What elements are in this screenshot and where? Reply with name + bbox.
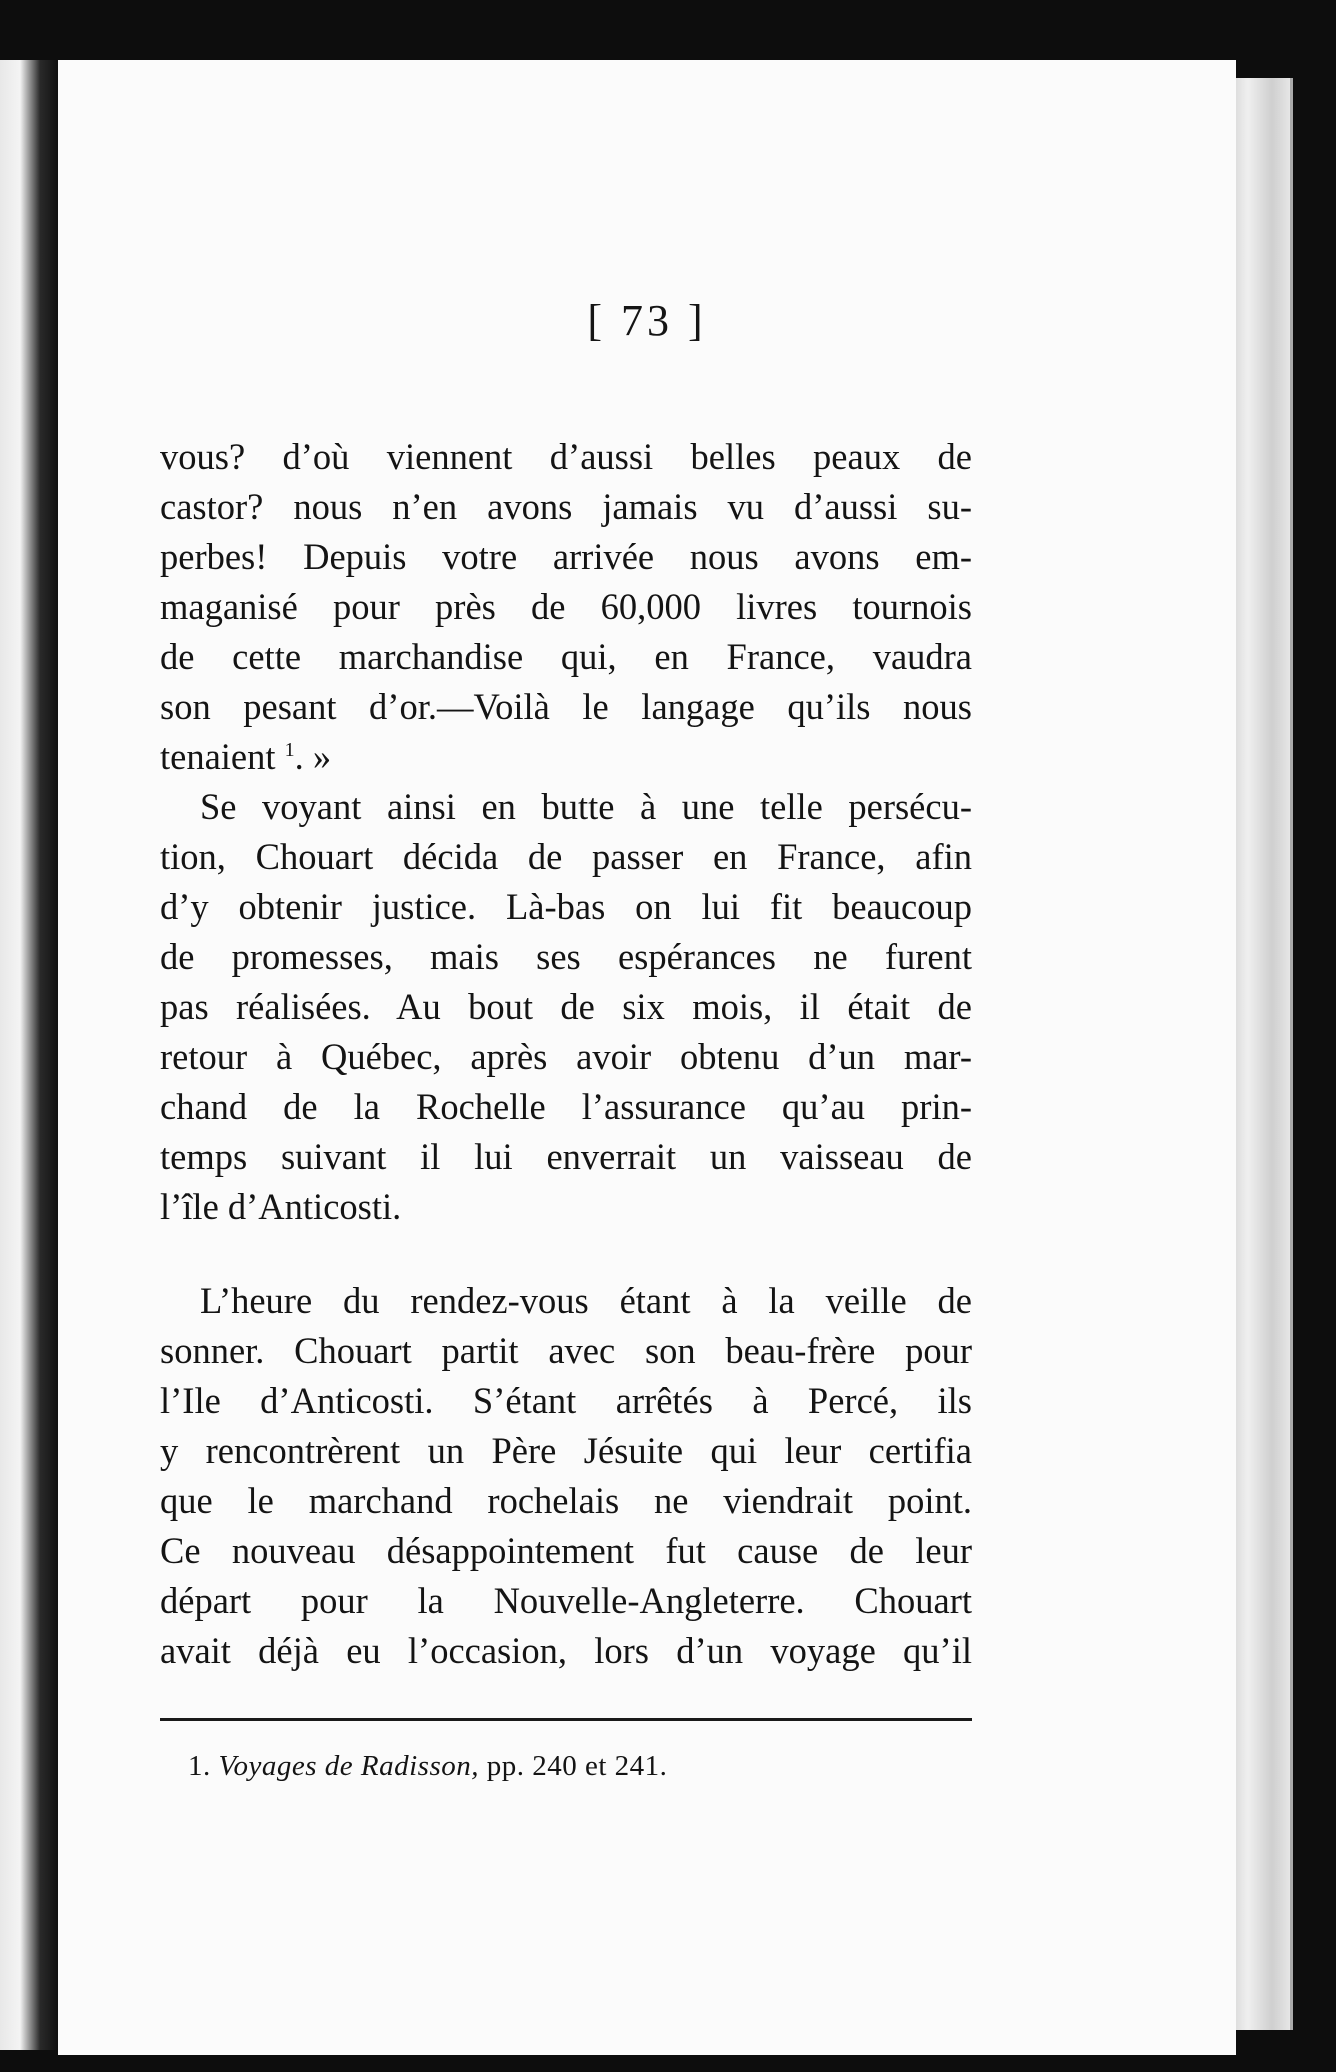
footnote-reference: 1 <box>284 738 295 761</box>
paragraph-3 <box>160 1276 972 1676</box>
text-line: vous? d’où viennent d’aussi belles peaux de <box>160 436 972 477</box>
text-fragment: tenaient <box>160 736 276 777</box>
text-line: retour à Québec, après avoir obtenu d’un mar- <box>160 1036 972 1077</box>
text-line: tion, Chouart décida de passer en France, afin <box>160 836 972 877</box>
text-line: son pesant d’or.—Voilà le langage qu’ils nous <box>160 686 972 727</box>
text-line: y rencontrèrent un Père Jésuite qui leur certifia <box>160 1430 972 1471</box>
text-line: de promesses, mais ses espérances ne furent <box>160 936 972 977</box>
text-line: l’Ile d’Anticosti. S’étant arrêtés à Percé, ils <box>160 1380 972 1421</box>
text-line: perbes! Depuis votre arrivée nous avons em- <box>160 536 972 577</box>
text-line: castor? nous n’en avons jamais vu d’aussi su- <box>160 486 972 527</box>
footnote-title: Voyages de Radisson, <box>218 1750 479 1782</box>
text-line: sonner. Chouart partit avec son beau-frère pour <box>160 1330 972 1371</box>
text-line: temps suivant il lui enverrait un vaisseau de <box>160 1136 972 1177</box>
book-spine-edge <box>0 60 58 2050</box>
text-line <box>160 732 972 782</box>
paragraph-2 <box>160 782 972 1232</box>
text-line: maganisé pour près de 60,000 livres tournois <box>160 586 972 627</box>
text-line: départ pour la Nouvelle-Angleterre. Chouart <box>160 1580 972 1621</box>
text-line: l’île d’Anticosti. <box>160 1186 402 1227</box>
page-number: [ 73 ] <box>587 296 707 345</box>
text-line: que le marchand rochelais ne viendrait point. <box>160 1480 972 1521</box>
text-line: L’heure du rendez-vous étant à la veille de <box>200 1280 972 1321</box>
text-line: avait déjà eu l’occasion, lors d’un voyage qu’il <box>160 1630 972 1671</box>
footnote-pages: pp. 240 et 241. <box>486 1750 668 1782</box>
text-line: Ce nouveau désappointement fut cause de leur <box>160 1530 972 1571</box>
footnote-divider <box>160 1718 972 1721</box>
text-line: Se voyant ainsi en butte à une telle persécu- <box>200 786 972 827</box>
page-stack-edge <box>1230 78 1293 2030</box>
paragraph-1 <box>160 432 972 782</box>
book-page <box>58 60 1236 2055</box>
text-line: de cette marchandise qui, en France, vaudra <box>160 636 972 677</box>
text-line: pas réalisées. Au bout de six mois, il était de <box>160 986 972 1027</box>
footnote-number: 1. <box>188 1750 211 1782</box>
text-line: chand de la Rochelle l’assurance qu’au prin- <box>160 1086 972 1127</box>
text-line: d’y obtenir justice. Là-bas on lui fit beaucoup <box>160 886 972 927</box>
footnote <box>188 1750 988 1783</box>
text-fragment: . » <box>294 736 332 777</box>
